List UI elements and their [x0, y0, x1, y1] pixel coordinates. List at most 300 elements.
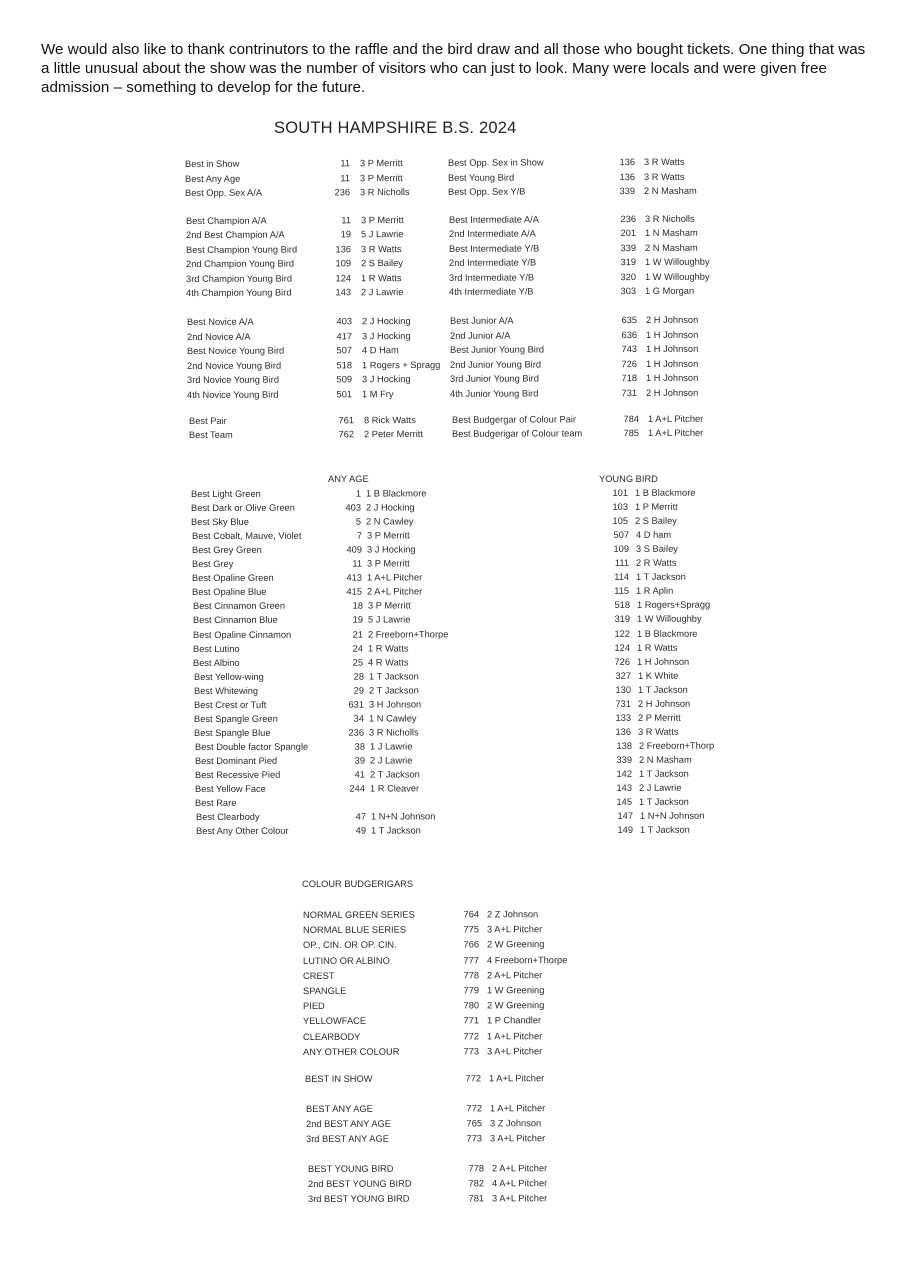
award-row	[189, 425, 900, 442]
award-entry-number: 784	[623, 413, 639, 424]
variety-label: Best Light Green	[191, 488, 261, 499]
any-age-entry-number: 409	[346, 544, 362, 555]
any-age-winner: 1 R Cleaver	[370, 783, 420, 794]
colour-entry-number: 772	[463, 1030, 480, 1042]
variety-label: Best Clearbody	[195, 811, 260, 823]
young-bird-winner: 2 N Masham	[638, 754, 692, 765]
colour-winner: 1 A+L Pitcher	[490, 1103, 546, 1114]
variety-label: Best Dominant Pied	[194, 755, 277, 766]
colour-entry-number: 778	[463, 970, 480, 981]
colour-row	[308, 1190, 900, 1207]
colour-winner: 2 A+L Pitcher	[491, 1163, 547, 1174]
award-entry-number: 11	[341, 214, 352, 225]
any-age-winner: 2 J Hocking	[366, 502, 415, 513]
award-entry-number: 339	[619, 186, 636, 197]
any-age-winner: 1 A+L Pitcher	[367, 572, 423, 583]
variety-label: Best Cinnamon Blue	[192, 615, 278, 626]
colour-row	[306, 1099, 900, 1116]
young-bird-entry-number: 319	[614, 614, 630, 625]
any-age-winner: 1 N Cawley	[369, 713, 417, 724]
award-winner: 3 P Merritt	[361, 214, 404, 225]
young-bird-winner: 1 H Johnson	[637, 656, 690, 667]
award-entry-number: 136	[619, 171, 636, 182]
any-age-header: ANY AGE	[328, 474, 369, 484]
young-bird-winner: 1 R Watts	[637, 642, 678, 653]
variety-label: Best Cinnamon Green	[192, 601, 285, 612]
colour-row	[303, 936, 900, 953]
young-bird-entry-number: 101	[612, 487, 629, 498]
award-label: 2nd Novice Young Bird	[187, 360, 282, 371]
colour-winner: 1 P Chandler	[487, 1015, 542, 1026]
variety-row	[194, 710, 900, 726]
award-winner: 3 J Hocking	[362, 374, 412, 385]
award-label: 2nd Intermediate Y/B	[449, 257, 537, 268]
colour-entry-number: 777	[463, 954, 480, 966]
colour-winner: 1 A+L Pitcher	[488, 1073, 544, 1084]
award-entry-number: 320	[620, 271, 637, 282]
award-winner: 1 G Morgan	[645, 285, 695, 296]
young-bird-entry-number: 138	[616, 740, 632, 751]
any-age-winner: 2 A+L Pitcher	[367, 586, 423, 597]
colour-winner: 3 A+L Pitcher	[487, 924, 543, 935]
award-label: 3rd Intermediate Y/B	[449, 271, 535, 283]
colour-winner: 2 A+L Pitcher	[487, 969, 543, 981]
colour-row	[303, 1027, 900, 1044]
any-age-entry-number: 38	[354, 741, 365, 752]
award-label: Best Team	[188, 429, 233, 440]
young-bird-winner: 1 N+N Johnson	[639, 810, 704, 821]
young-bird-winner: 1 K White	[637, 670, 678, 681]
award-entry-number: 11	[340, 158, 351, 169]
colour-entry-number: 772	[466, 1103, 483, 1114]
award-entry-number: 124	[335, 272, 352, 283]
any-age-entry-number: 41	[354, 769, 366, 780]
colour-class-label: SPANGLE	[303, 985, 347, 996]
award-winner: 2 Peter Merritt	[363, 428, 423, 440]
young-bird-header: YOUNG BIRD	[599, 474, 658, 484]
any-age-entry-number: 5	[356, 516, 362, 527]
variety-label: Best Grey	[192, 559, 234, 570]
colour-class-label: YELLOWFACE	[303, 1016, 367, 1027]
award-winner: 3 R Watts	[644, 156, 685, 167]
variety-label: Best Crest or Tuft	[194, 699, 267, 710]
variety-label: Best Opaline Green	[192, 573, 274, 584]
colour-winner: 3 Z Johnson	[490, 1118, 542, 1129]
award-entry-number: 518	[336, 359, 353, 370]
award-winner: 2 N Masham	[645, 242, 698, 253]
young-bird-entry-number: 114	[614, 572, 630, 583]
young-bird-winner: 3 R Watts	[638, 726, 679, 737]
award-winner: 1 N Masham	[645, 227, 698, 238]
colour-class-label: CREST	[303, 970, 335, 981]
young-bird-entry-number: 149	[617, 825, 633, 836]
any-age-winner: 3 P Merritt	[367, 558, 410, 569]
young-bird-winner: 1 T Jackson	[639, 768, 689, 779]
any-age-winner: 1 B Blackmore	[366, 488, 427, 499]
award-label: Best Champion Young Bird	[186, 244, 298, 255]
any-age-winner: 3 P Merritt	[366, 530, 410, 541]
variety-label: Best Dark or Olive Green	[191, 502, 296, 514]
award-row	[187, 384, 900, 401]
intro-paragraph: We would also like to thank contrinutors to the raffle and the bird draw and all those who bought tickets. One thing that was a little unusual about the show was the number of visitors who can just to look. Many were locals and were given free admission – something to develop for the future.	[41, 41, 866, 96]
award-label: Best Junior A/A	[450, 315, 515, 326]
colour-entry-number: 764	[463, 909, 480, 920]
variety-row	[193, 626, 900, 642]
award-winner: 8 Rick Watts	[363, 414, 416, 425]
young-bird-entry-number: 339	[616, 754, 632, 765]
young-bird-winner: 1 W Willoughby	[636, 614, 702, 625]
colour-row	[306, 1115, 900, 1132]
award-label: 2nd Novice A/A	[187, 331, 252, 342]
young-bird-winner: 1 Rogers+Spragg	[636, 600, 710, 611]
award-label: 4th Junior Young Bird	[450, 387, 539, 399]
variety-label: Best Spangle Green	[194, 713, 278, 724]
colour-entry-number: 766	[463, 939, 480, 950]
award-entry-number: 136	[335, 243, 352, 254]
any-age-entry-number: 47	[355, 811, 366, 822]
any-age-winner: 1 J Lawrie	[369, 741, 412, 752]
any-age-winner: 3 R Nicholls	[369, 727, 420, 738]
award-entry-number: 743	[621, 344, 638, 355]
any-age-winner: 3 J Hocking	[366, 544, 416, 555]
any-age-entry-number: 29	[353, 685, 364, 696]
colour-winner: 3 A+L Pitcher	[487, 1045, 543, 1057]
award-entry-number: 509	[336, 374, 353, 385]
any-age-entry-number: 24	[352, 643, 364, 654]
award-winner: 1 A+L Pitcher	[647, 427, 703, 438]
award-winner: 2 H Johnson	[646, 387, 699, 398]
any-age-winner: 1 T Jackson	[368, 671, 419, 682]
award-entry-number: 143	[335, 287, 352, 298]
colour-entry-number: 781	[467, 1193, 484, 1204]
any-age-entry-number: 413	[346, 572, 363, 583]
young-bird-entry-number: 145	[616, 796, 633, 807]
award-entry-number: 201	[620, 228, 637, 239]
colour-winner: 4 Freeborn+Thorpe	[487, 954, 568, 965]
award-entry-number: 303	[620, 286, 637, 297]
variety-label: Best Albino	[193, 657, 240, 668]
any-age-winner: 2 T Jackson	[370, 769, 420, 780]
award-winner: 1 W Willoughby	[645, 256, 710, 267]
award-winner: 1 Rogers + Spragg	[362, 359, 441, 370]
colour-winner: 2 Z Johnson	[487, 909, 539, 920]
young-bird-entry-number: 109	[613, 544, 629, 555]
young-bird-winner: 1 T Jackson	[639, 824, 690, 836]
award-winner: 3 P Merritt	[360, 172, 403, 183]
any-age-entry-number: 18	[352, 600, 363, 611]
colour-class-label: 2nd BEST YOUNG BIRD	[307, 1178, 412, 1190]
young-bird-winner: 2 H Johnson	[638, 698, 691, 709]
colour-winner: 2 W Greening	[487, 939, 545, 950]
colour-row	[308, 1175, 900, 1192]
variety-label: Best Rare	[195, 797, 237, 809]
young-bird-entry-number: 124	[614, 642, 631, 653]
colour-class-label: BEST ANY AGE	[306, 1103, 373, 1114]
any-age-entry-number: 11	[352, 558, 363, 569]
award-label: Best Opp. Sex in Show	[448, 157, 544, 168]
colour-row	[306, 1130, 900, 1147]
award-label: Best Novice A/A	[187, 316, 255, 327]
award-label: 2nd Best Champion A/A	[186, 229, 285, 240]
colour-row	[303, 966, 900, 983]
any-age-entry-number: 236	[348, 727, 365, 738]
variety-label: Best Yellow-wing	[193, 671, 264, 682]
award-label: 4th Intermediate Y/B	[449, 286, 534, 297]
award-entry-number: 762	[338, 429, 354, 440]
young-bird-winner: 4 D ham	[635, 529, 671, 540]
colour-row	[303, 981, 900, 998]
colour-class-label: NORMAL BLUE SERIES	[303, 924, 407, 936]
any-age-entry-number: 19	[352, 614, 363, 626]
young-bird-entry-number: 507	[613, 529, 629, 541]
any-age-entry-number: 21	[352, 629, 364, 640]
colour-row	[303, 997, 900, 1014]
award-row	[186, 283, 900, 300]
any-age-entry-number: 403	[345, 502, 362, 513]
colour-row	[303, 905, 900, 922]
young-bird-entry-number: 142	[616, 768, 633, 779]
award-entry-number: 236	[620, 213, 637, 224]
colour-entry-number: 772	[464, 1073, 481, 1084]
award-winner: 2 S Bailey	[361, 258, 404, 269]
colour-entry-number: 782	[467, 1178, 484, 1189]
colour-winner: 3 A+L Pitcher	[490, 1133, 546, 1144]
variety-label: Best Opaline Cinnamon	[193, 629, 292, 640]
any-age-winner: 3 P Merritt	[367, 600, 411, 611]
award-winner: 1 W Willoughby	[645, 271, 710, 282]
award-label: 2nd Champion Young Bird	[186, 258, 295, 269]
colour-class-label: BEST YOUNG BIRD	[307, 1163, 393, 1174]
award-winner: 1 H Johnson	[646, 372, 699, 383]
award-entry-number: 403	[336, 316, 353, 327]
colour-class-label: 3rd BEST ANY AGE	[306, 1134, 389, 1145]
award-label: 3rd Junior Young Bird	[450, 373, 540, 384]
colour-winner: 3 A+L Pitcher	[491, 1193, 547, 1204]
award-label: 3rd Champion Young Bird	[186, 273, 293, 284]
young-bird-entry-number: 133	[615, 712, 632, 723]
variety-label: Best Grey Green	[191, 545, 262, 556]
award-label: Best Intermediate A/A	[449, 213, 540, 225]
colour-class-label: NORMAL GREEN SERIES	[303, 909, 415, 920]
award-entry-number: 731	[621, 387, 638, 398]
colour-class-label: BEST IN SHOW	[304, 1073, 373, 1084]
colour-row	[303, 1042, 900, 1059]
young-bird-winner: 1 T Jackson	[637, 684, 688, 695]
award-entry-number: 785	[623, 428, 639, 439]
young-bird-winner: 3 S Bailey	[635, 543, 678, 555]
colour-winner: 4 A+L Pitcher	[491, 1178, 547, 1189]
any-age-entry-number: 415	[346, 586, 363, 597]
variety-label: Best Spangle Blue	[194, 727, 271, 738]
young-bird-winner: 2 R Watts	[636, 557, 677, 569]
award-winner: 2 J Hocking	[362, 316, 412, 327]
young-bird-entry-number: 130	[615, 684, 631, 695]
any-age-winner: 2 J Lawrie	[369, 755, 413, 766]
award-entry-number: 417	[336, 330, 353, 341]
award-label: Best Pair	[188, 415, 227, 426]
variety-row	[194, 682, 900, 698]
young-bird-winner: 2 Freeborn+Thorp	[638, 740, 714, 751]
award-winner: 1 H Johnson	[646, 343, 699, 354]
variety-row	[196, 822, 900, 838]
award-entry-number: 718	[621, 373, 638, 384]
award-label: Best Junior Young Bird	[450, 344, 545, 355]
variety-row	[194, 696, 900, 712]
young-bird-winner: 2 J Lawrie	[639, 782, 682, 793]
any-age-entry-number: 49	[355, 825, 366, 836]
colour-entry-number: 765	[466, 1118, 483, 1129]
young-bird-winner: 1 P Merritt	[635, 501, 678, 512]
any-age-winner: 1 N+N Johnson	[370, 811, 435, 822]
colour-entry-number: 779	[463, 985, 480, 996]
award-entry-number: 726	[621, 358, 638, 369]
young-bird-entry-number: 143	[616, 782, 633, 793]
award-winner: 5 J Lawrie	[361, 229, 404, 240]
award-winner: 3 R Watts	[361, 243, 402, 254]
colour-class-label: LUTINO OR ALBINO	[303, 955, 390, 966]
colour-entry-number: 773	[463, 1046, 480, 1057]
award-entry-number: 761	[338, 414, 354, 425]
award-label: Best Champion A/A	[186, 215, 267, 226]
young-bird-winner: 1 B Blackmore	[637, 628, 698, 639]
any-age-winner: 1 R Watts	[368, 642, 409, 654]
young-bird-entry-number: 327	[615, 670, 631, 681]
young-bird-winner: 2 S Bailey	[635, 515, 678, 526]
award-winner: 3 R Watts	[644, 171, 685, 182]
variety-label: Best Recessive Pied	[195, 769, 281, 780]
young-bird-entry-number: 122	[614, 628, 631, 639]
variety-label: Best Whitewing	[193, 685, 258, 696]
variety-row	[193, 654, 900, 670]
award-winner: 1 M Fry	[362, 388, 394, 399]
award-winner: 3 P Merritt	[360, 158, 403, 169]
colour-winner: 1 A+L Pitcher	[487, 1030, 543, 1041]
colour-winner: 1 W Greening	[487, 985, 545, 996]
young-bird-entry-number: 103	[612, 501, 629, 512]
award-label: 2nd Junior A/A	[450, 330, 511, 341]
variety-label: Best Opaline Blue	[192, 587, 267, 598]
young-bird-entry-number: 731	[615, 698, 632, 709]
award-winner: 2 H Johnson	[646, 314, 699, 325]
any-age-entry-number: 7	[356, 530, 362, 541]
award-label: Best Intermediate Y/B	[449, 242, 540, 254]
award-entry-number: 507	[336, 345, 353, 356]
variety-label: Best Double factor Spangle	[194, 741, 308, 752]
award-winner: 3 J Hocking	[362, 330, 412, 341]
colour-row	[303, 951, 900, 968]
young-bird-winner: 1 T Jackson	[636, 572, 687, 583]
award-entry-number: 501	[336, 388, 353, 399]
colour-winner: 2 W Greening	[487, 1000, 545, 1011]
award-entry-number: 635	[621, 315, 638, 326]
award-label: 2nd Intermediate A/A	[449, 228, 537, 239]
any-age-winner: 2 Freeborn+Thorpe	[368, 628, 449, 640]
colour-row	[303, 1012, 900, 1029]
colour-entry-number: 773	[466, 1133, 483, 1144]
variety-label: Best Cobalt, Mauve, Violet	[191, 530, 302, 542]
award-winner: 1 H Johnson	[646, 329, 699, 340]
award-label: Best in Show	[185, 158, 240, 169]
young-bird-winner: 1 R Aplin	[636, 586, 674, 597]
variety-row	[193, 611, 900, 627]
any-age-winner: 2 N Cawley	[366, 516, 414, 527]
award-winner: 3 R Nicholls	[360, 187, 410, 198]
any-age-entry-number: 39	[354, 755, 365, 766]
colour-class-label: CLEARBODY	[303, 1031, 361, 1042]
award-winner: 2 J Lawrie	[361, 287, 404, 298]
award-winner: 1 A+L Pitcher	[647, 413, 703, 424]
variety-label: Best Any Other Colour	[195, 825, 289, 837]
variety-label: Best Yellow Face	[195, 783, 267, 795]
young-bird-entry-number: 111	[614, 558, 630, 569]
any-age-entry-number: 28	[353, 671, 364, 682]
any-age-winner: 4 R Watts	[368, 657, 409, 668]
award-label: Best Budgerigar of Colour team	[451, 428, 582, 439]
colour-class-label: ANY OTHER COLOUR	[303, 1046, 400, 1057]
award-winner: 4 D Ham	[362, 345, 400, 356]
colour-entry-number: 780	[463, 1000, 480, 1011]
award-winner: 1 H Johnson	[646, 358, 699, 369]
award-label: 4th Champion Young Bird	[186, 287, 292, 298]
award-label: Best Opp. Sex Y/B	[448, 186, 526, 197]
colour-class-label: 3rd BEST YOUNG BIRD	[307, 1194, 409, 1205]
any-age-entry-number: 25	[353, 657, 364, 668]
young-bird-entry-number: 105	[612, 515, 629, 526]
any-age-winner: 5 J Lawrie	[367, 614, 411, 625]
award-entry-number: 109	[335, 258, 352, 269]
award-entry-number: 11	[340, 172, 351, 183]
award-entry-number: 19	[340, 229, 352, 240]
any-age-entry-number: 244	[349, 783, 366, 794]
colour-entry-number: 775	[463, 924, 480, 935]
any-age-entry-number: 34	[353, 713, 365, 724]
award-label: Best Novice Young Bird	[187, 345, 285, 356]
any-age-winner: 2 T Jackson	[368, 685, 419, 696]
young-bird-entry-number: 147	[617, 810, 633, 822]
young-bird-winner: 1 T Jackson	[639, 796, 690, 807]
colour-row	[308, 1159, 900, 1176]
young-bird-entry-number: 115	[614, 586, 630, 597]
award-label: Best Young Bird	[448, 172, 515, 183]
any-age-winner: 3 H Johnson	[369, 699, 422, 710]
award-label: 3rd Novice Young Bird	[187, 374, 280, 385]
any-age-winner: 1 T Jackson	[370, 825, 421, 836]
award-entry-number: 236	[334, 187, 351, 198]
variety-label: Best Sky Blue	[191, 516, 250, 528]
young-bird-entry-number: 726	[614, 656, 631, 667]
award-winner: 2 N Masham	[644, 185, 697, 196]
any-age-entry-number: 631	[348, 699, 365, 710]
colour-row	[303, 921, 900, 938]
award-entry-number: 339	[620, 242, 637, 253]
award-entry-number: 136	[619, 157, 636, 168]
colour-entry-number: 771	[463, 1015, 480, 1026]
award-label: 4th Novice Young Bird	[187, 389, 279, 400]
colour-class-label: PIED	[303, 1001, 325, 1012]
variety-label: Best Lutino	[193, 643, 240, 654]
award-label: Best Budgergar of Colour Pair	[451, 413, 576, 425]
variety-row	[193, 640, 900, 656]
colour-class-label: OP., CIN. OR OP. CIN.	[303, 940, 397, 951]
variety-row	[194, 668, 900, 684]
award-entry-number: 319	[620, 257, 637, 268]
award-label: Best Opp. Sex A/A	[185, 187, 263, 198]
young-bird-entry-number: 136	[615, 726, 632, 737]
colour-entry-number: 778	[467, 1163, 484, 1174]
award-label: Best Any Age	[185, 173, 241, 184]
award-winner: 1 R Watts	[361, 272, 402, 283]
colour-row	[305, 1069, 900, 1086]
